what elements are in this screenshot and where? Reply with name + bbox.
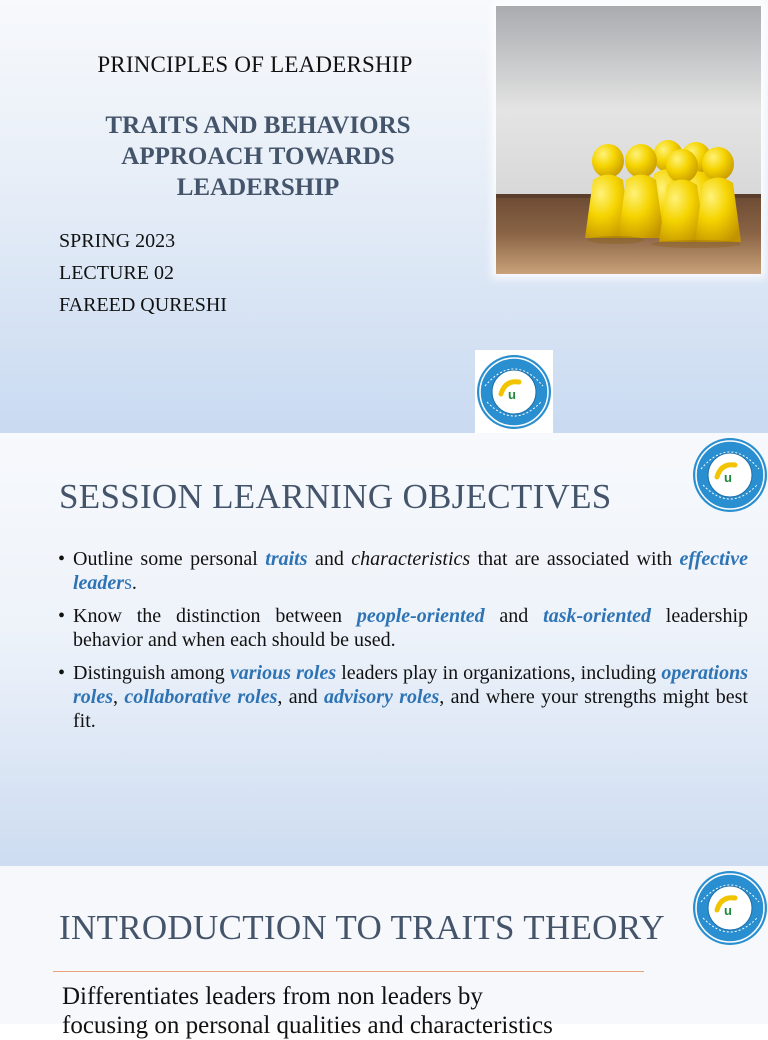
lecture-title-line: TRAITS AND BEHAVIORS <box>105 112 411 139</box>
title-slide <box>0 0 768 433</box>
objective-text: , and <box>277 686 325 708</box>
lecturer-name: FAREED QURESHI <box>59 294 227 316</box>
objective-text: . <box>131 572 137 594</box>
objective-item <box>56 661 748 733</box>
objective-text: Distinguish among <box>73 662 230 684</box>
objective-text: leadership behavior and when each should be used. <box>73 605 748 651</box>
lecture-number-label: LECTURE 02 <box>59 262 174 284</box>
objective-text: that are associated with <box>470 548 680 570</box>
highlighted-term: people-oriented <box>356 605 485 627</box>
university-seal-icon <box>690 433 768 518</box>
intro-body-line: focusing on personal qualities and characteristics <box>62 1012 553 1039</box>
heading-divider <box>53 971 644 972</box>
lecture-title-line: APPROACH TOWARDS <box>121 143 395 170</box>
highlighted-term: traits <box>265 548 308 570</box>
highlighted-term: task-oriented <box>543 605 651 627</box>
svg-text:u: u <box>724 903 732 918</box>
objectives-slide <box>0 433 768 866</box>
intro-body-text <box>62 982 662 1040</box>
university-seal-icon <box>690 866 768 951</box>
course-title: PRINCIPLES OF LEADERSHIP <box>97 52 413 77</box>
yellow-pawns-photo <box>496 6 761 274</box>
highlighted-term: operations roles <box>73 662 748 708</box>
objective-text: , and where your strengths might best fit. <box>73 686 748 732</box>
lecture-title-line: LEADERSHIP <box>176 174 340 201</box>
highlighted-term: advisory roles <box>324 686 440 708</box>
objective-text: , <box>113 686 125 708</box>
objective-text: Know the distinction between <box>73 605 357 627</box>
university-seal-icon <box>475 350 553 433</box>
highlighted-term: collaborative roles <box>124 686 278 708</box>
objective-item <box>56 547 748 595</box>
objective-text: Outline some personal <box>73 548 266 570</box>
intro-body-line: Differentiates leaders from non leaders by <box>62 983 483 1010</box>
objectives-heading: SESSION LEARNING OBJECTIVES <box>59 477 612 516</box>
objectives-list <box>56 547 748 742</box>
objective-text: and <box>484 605 544 627</box>
svg-text:u: u <box>508 387 516 402</box>
objective-text: and <box>307 548 352 570</box>
lecture-title <box>0 110 516 203</box>
highlighted-term: s <box>124 572 132 594</box>
semester-label: SPRING 2023 <box>59 230 176 252</box>
objective-item <box>56 604 748 652</box>
objective-text: leaders play in organizations, including <box>336 662 662 684</box>
italic-term: characteristics <box>351 548 471 570</box>
highlighted-term: effective leader <box>73 548 748 594</box>
highlighted-term: various roles <box>229 662 337 684</box>
traits-theory-slide <box>0 866 768 1039</box>
svg-text:u: u <box>724 470 732 485</box>
intro-heading: INTRODUCTION TO TRAITS THEORY <box>59 908 665 947</box>
